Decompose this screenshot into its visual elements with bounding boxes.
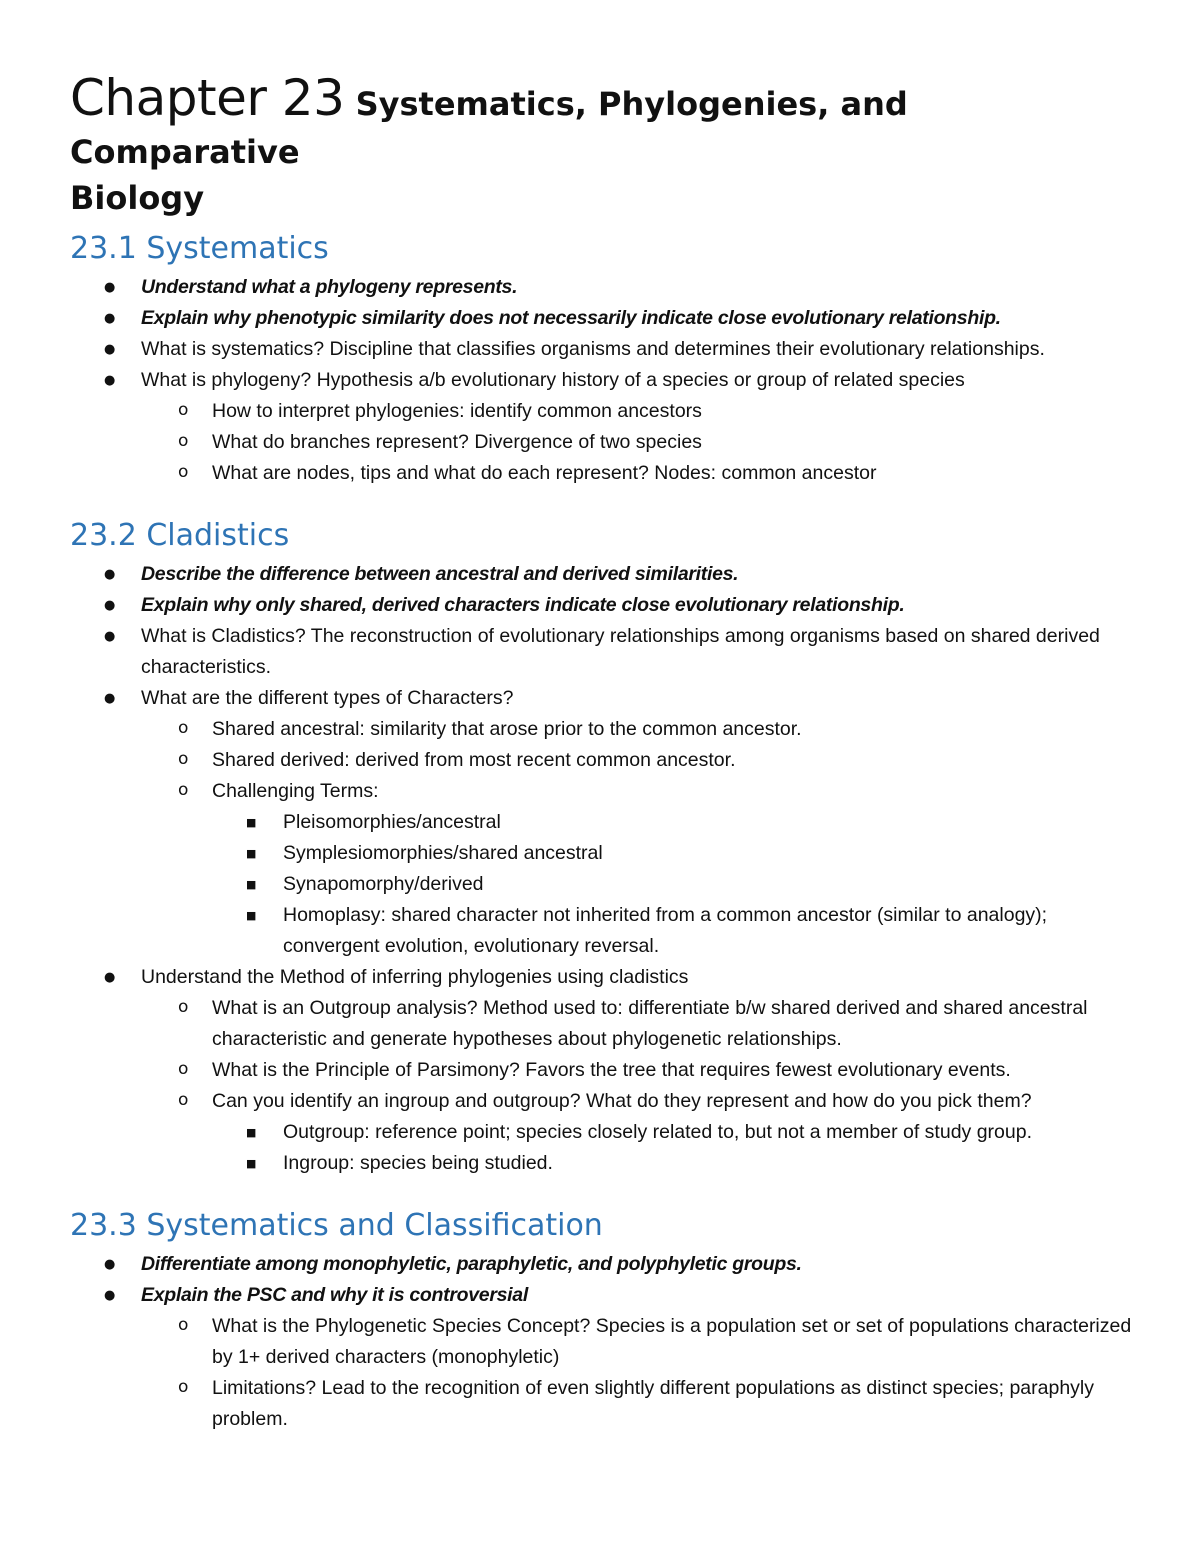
- bullet-marker: ●: [104, 1288, 116, 1303]
- bullet-marker: ●: [104, 691, 116, 706]
- sublist: [212, 807, 1140, 962]
- list-item: ● What is systematics? Discipline that classifies organisms and determines their evolutionary relationships.: [70, 334, 1140, 365]
- circle-marker: o: [178, 1377, 189, 1397]
- list-item: o Shared ancestral: similarity that arose prior to the common ancestor.: [141, 714, 1140, 745]
- square-marker: ■: [246, 816, 257, 829]
- list-item: ■ Symplesiomorphies/shared ancestral: [212, 838, 1140, 869]
- list-item: ● Explain why phenotypic similarity does not necessarily indicate close evolutionary relationship.: [70, 303, 1140, 334]
- square-marker: ■: [246, 909, 257, 922]
- section-heading-23-2: 23.2 Cladistics: [70, 518, 290, 553]
- bullet-marker: ●: [104, 970, 116, 985]
- bullet-marker: ●: [104, 629, 116, 644]
- list-item: o What is an Outgroup analysis? Method used to: differentiate b/w shared derived and shared ancestral characteristic and generate hypotheses about phylogenetic relationships.: [141, 993, 1140, 1055]
- bullet-marker: ●: [104, 1257, 116, 1272]
- square-marker: ■: [246, 847, 257, 860]
- circle-marker: o: [178, 1090, 189, 1110]
- list-item: ● What is Cladistics? The reconstruction of evolutionary relationships among organisms based on shared derived characteristics.: [70, 621, 1140, 683]
- circle-marker: o: [178, 718, 189, 738]
- circle-marker: o: [178, 1315, 189, 1335]
- list-item: o Can you identify an ingroup and outgroup? What do they represent and how do you pick them? ■ Outgroup: reference point; species closely related to, but not a member of study group. ■ Ingroup: species being studied.: [141, 1086, 1140, 1179]
- circle-marker: o: [178, 400, 189, 420]
- chapter-subtitle: Systematics, Phylogenies, and Comparative: [70, 85, 908, 171]
- circle-marker: o: [178, 462, 189, 482]
- chapter-subtitle-continued: Biology: [70, 179, 205, 217]
- section-23-1-list: [70, 272, 1140, 489]
- sublist: [141, 993, 1140, 1179]
- list-item: ■ Homoplasy: shared character not inherited from a common ancestor (similar to analogy); convergent evolution, evolutionary reversal.: [212, 900, 1140, 962]
- list-item: ● Explain the PSC and why it is controversial o What is the Phylogenetic Species Concept? Species is a population set or set of populations characterized by 1+ derived characters (monophyletic) o Limitations? Lead to the recognition of even slightly different populations as distinct species; paraphyly problem.: [70, 1280, 1140, 1435]
- list-item: o What are nodes, tips and what do each represent? Nodes: common ancestor: [141, 458, 1140, 489]
- section-heading-23-3: 23.3 Systematics and Classification: [70, 1208, 603, 1243]
- sublist: [141, 396, 1140, 489]
- circle-marker: o: [178, 780, 189, 800]
- list-item: o What is the Phylogenetic Species Concept? Species is a population set or set of populations characterized by 1+ derived characters (monophyletic): [141, 1311, 1140, 1373]
- bullet-marker: ●: [104, 311, 116, 326]
- square-marker: ■: [246, 1157, 257, 1170]
- circle-marker: o: [178, 431, 189, 451]
- list-item: ● What is phylogeny? Hypothesis a/b evolutionary history of a species or group of related species o How to interpret phylogenies: identify common ancestors o What do branches represent? Divergence of two species o What are nodes, tips and what do each represent? Nodes: common ancestor: [70, 365, 1140, 489]
- bullet-marker: ●: [104, 373, 116, 388]
- square-marker: ■: [246, 878, 257, 891]
- section-23-3-list: [70, 1249, 1140, 1435]
- circle-marker: o: [178, 749, 189, 769]
- square-marker: ■: [246, 1126, 257, 1139]
- list-item: ■ Synapomorphy/derived: [212, 869, 1140, 900]
- list-item: o What is the Principle of Parsimony? Favors the tree that requires fewest evolutionary events.: [141, 1055, 1140, 1086]
- list-item: o Challenging Terms: ■ Pleisomorphies/ancestral ■ Symplesiomorphies/shared ancestral ■ Synapomorphy/derived ■ Homoplasy: shared character not inherited from a common ancestor (similar to analogy); convergent evolution, evolutionary reversal.: [141, 776, 1140, 962]
- bullet-marker: ●: [104, 598, 116, 613]
- list-item: o What do branches represent? Divergence of two species: [141, 427, 1140, 458]
- list-item: ● Explain why only shared, derived characters indicate close evolutionary relationship.: [70, 590, 1140, 621]
- list-item: o Limitations? Lead to the recognition of even slightly different populations as distinct species; paraphyly problem.: [141, 1373, 1140, 1435]
- document-page: [70, 69, 1140, 1435]
- list-item: ● Understand what a phylogeny represents.: [70, 272, 1140, 303]
- list-item: o Shared derived: derived from most recent common ancestor.: [141, 745, 1140, 776]
- bullet-marker: ●: [104, 280, 116, 295]
- list-item: ● Differentiate among monophyletic, paraphyletic, and polyphyletic groups.: [70, 1249, 1140, 1280]
- chapter-label: Chapter 23: [70, 69, 345, 127]
- circle-marker: o: [178, 997, 189, 1017]
- list-item: ■ Outgroup: reference point; species closely related to, but not a member of study group.: [212, 1117, 1140, 1148]
- list-item: ● Understand the Method of inferring phylogenies using cladistics o What is an Outgroup analysis? Method used to: differentiate b/w shared derived and shared ancestral characteristic and generate hypotheses about phylogenetic relationships. o What is the Principle of Parsimony? Favors the tree that requires fewest evolutionary events. o Can you identify an ingroup and outgroup? What do they represent and how do you pick them? ■ Outgroup: reference point; species closely related to, but not a member of study group. ■ Ingroup: species being studied.: [70, 962, 1140, 1179]
- list-item: o How to interpret phylogenies: identify common ancestors: [141, 396, 1140, 427]
- sublist: [212, 1117, 1140, 1179]
- list-item: ■ Pleisomorphies/ancestral: [212, 807, 1140, 838]
- list-item: ● Describe the difference between ancestral and derived similarities.: [70, 559, 1140, 590]
- list-item: ■ Ingroup: species being studied.: [212, 1148, 1140, 1179]
- bullet-marker: ●: [104, 342, 116, 357]
- bullet-marker: ●: [104, 567, 116, 582]
- sublist: [141, 1311, 1140, 1435]
- section-23-2-list: [70, 559, 1140, 1179]
- circle-marker: o: [178, 1059, 189, 1079]
- list-item: ● What are the different types of Characters? o Shared ancestral: similarity that arose prior to the common ancestor. o Shared derived: derived from most recent common ancestor. o Challenging Terms: ■ Pleisomorphies/ancestral ■ Symplesiomorphies/shared ancestral ■ Synapomorphy/derived ■ Homoplasy: shared character not inherited from a common ancestor (similar to analogy); convergent evolution, evolutionary reversal.: [70, 683, 1140, 962]
- sublist: [141, 714, 1140, 962]
- page-title: [70, 69, 1140, 220]
- section-heading-23-1: 23.1 Systematics: [70, 231, 329, 266]
